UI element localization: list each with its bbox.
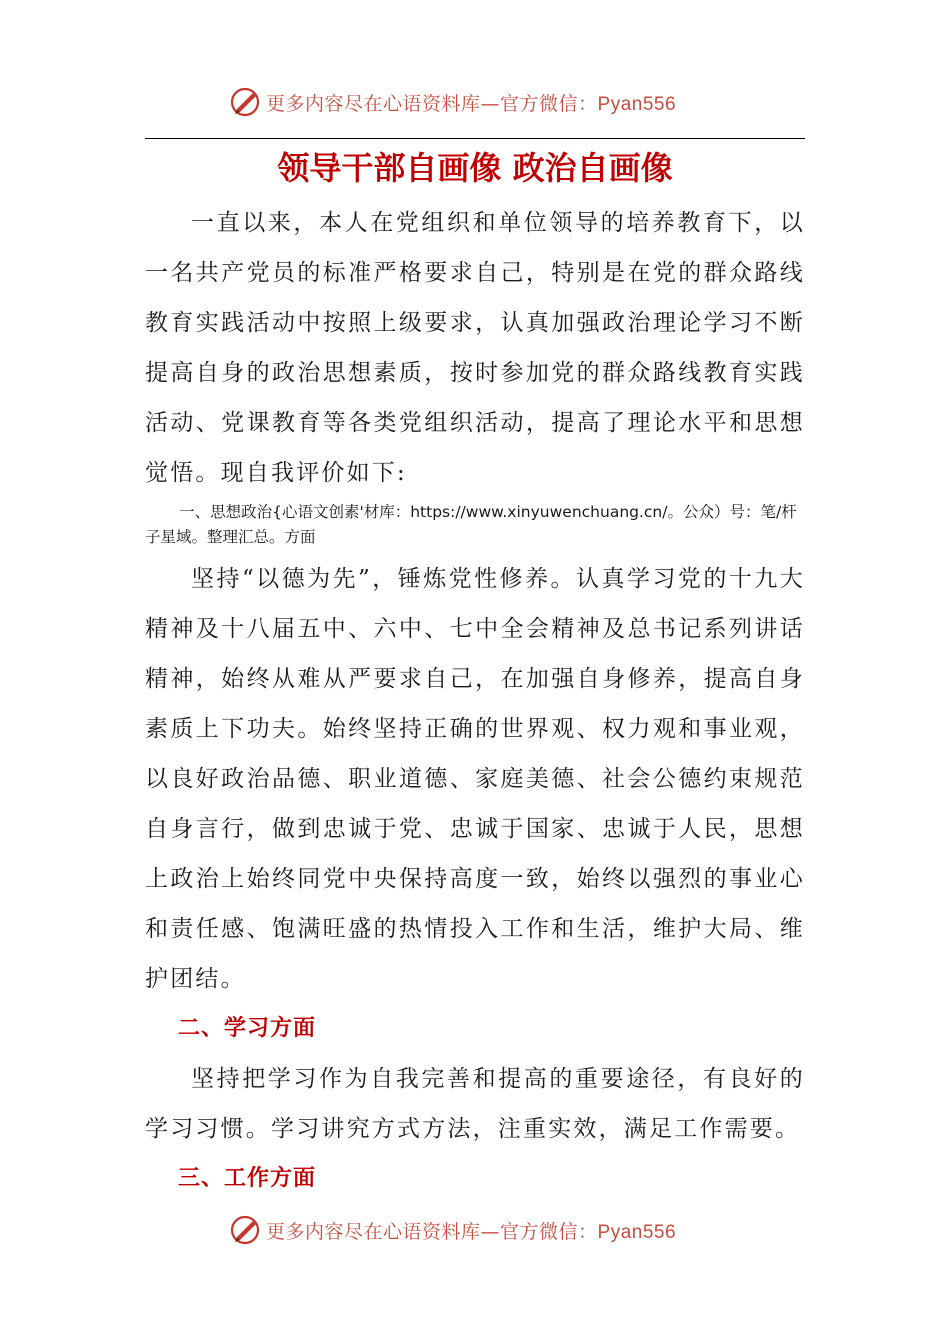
banner-text: 更多内容尽在心语资料库—官方微信：Pyan556 (266, 92, 677, 115)
header-banner (228, 82, 676, 122)
pen-logo-icon (228, 85, 262, 119)
section1-paragraph: 坚持“以德为先”，锤炼党性修养。认真学习党的十九大精神及十八届五中、六中、七中全会精神及总书记系列讲话精神，始终从难从严要求自己，在加强自身修养，提高自身素质上下功夫。始终坚持正确的世界观、权力观和事业观，以良好政治品德、职业道德、家庭美德、社会公德约束规范自身言行，做到忠诚于党、忠诚于国家、忠诚于人民，思想上政治上始终同党中央保持高度一致，始终以强烈的事业心和责任感、饱满旺盛的热情投入工作和生活，维护大局、维护团结。 (145, 566, 805, 992)
intro-paragraph: 一直以来，本人在党组织和单位领导的培养教育下，以一名共产党员的标准严格要求自己，特别是在党的群众路线教育实践活动中按照上级要求，认真加强政治理论学习不断提高自身的政治思想素质，按时参加党的群众路线教育实践活动、党课教育等各类党组织活动，提高了理论水平和思想觉悟。现自我评价如下: (145, 210, 805, 486)
footer-banner (228, 1210, 676, 1250)
wechat-id: Pyan556 (597, 93, 677, 115)
document-title: 领导干部自画像 政治自画像 (277, 149, 673, 187)
section2-paragraph: 坚持把学习作为自我完善和提高的重要途径，有良好的学习习惯。学习讲究方式方法，注重实效，满足工作需要。 (145, 1066, 805, 1142)
document-body (145, 198, 805, 1204)
banner-text: 更多内容尽在心语资料库—官方微信：Pyan556 (266, 1220, 677, 1243)
wechat-id: Pyan556 (597, 1221, 677, 1243)
section1-heading-line: 一、思想政治{心语文创素'材库：https://www.xinyuwenchuang.cn/。公众）号：笔/杆子星域。整理汇总。方面 (145, 503, 797, 546)
section2-heading: 二、学习方面 (178, 1016, 317, 1041)
header-rule (145, 138, 805, 139)
section3-heading: 三、工作方面 (178, 1166, 317, 1191)
pen-logo-icon (228, 1213, 262, 1247)
